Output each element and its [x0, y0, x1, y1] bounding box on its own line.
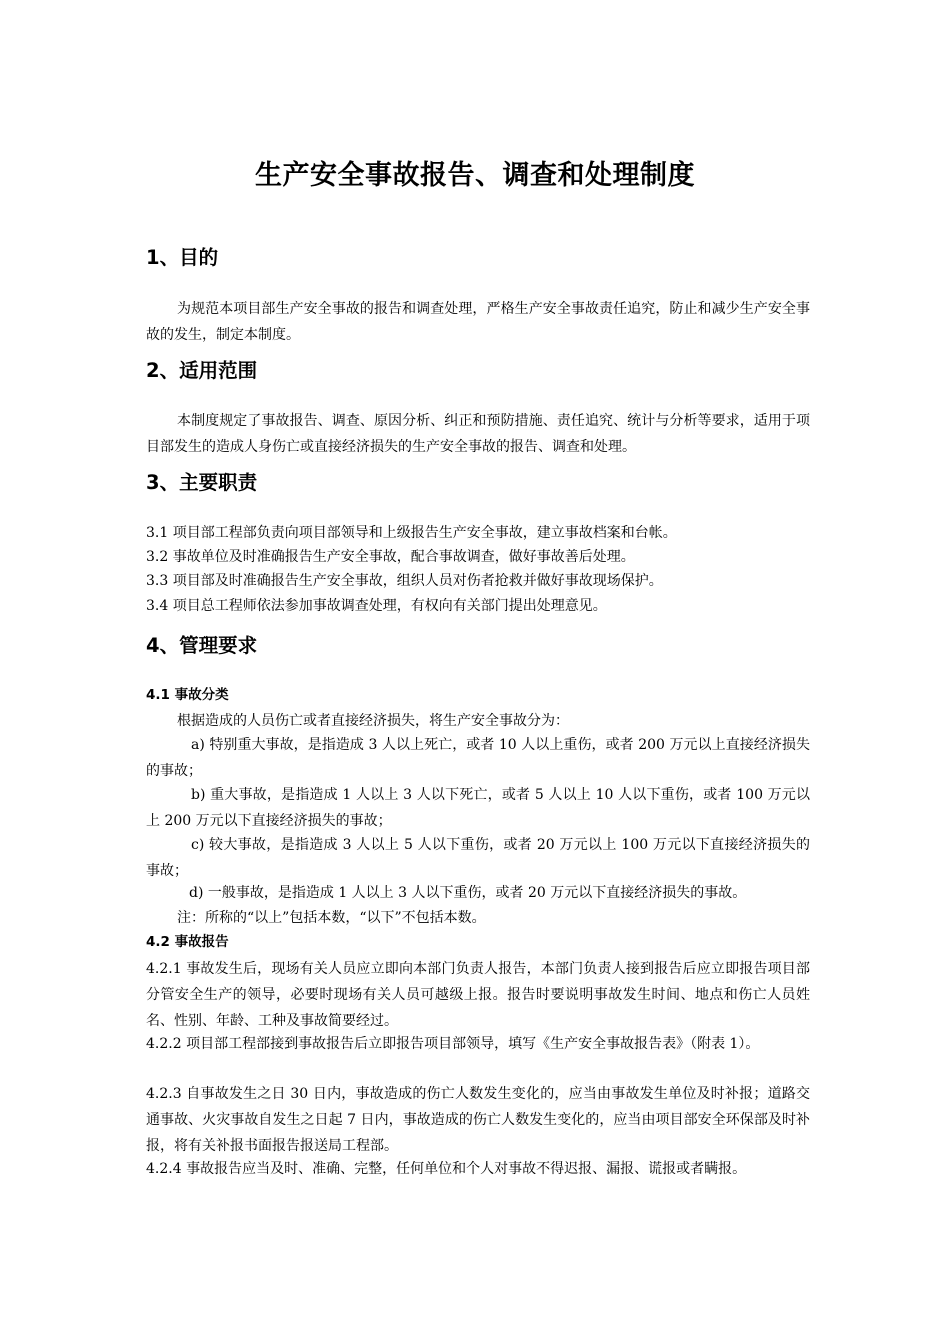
section-2-heading: 2、适用范围 [146, 359, 258, 382]
list-item: 3.1 项目部工程部负责向项目部领导和上级报告生产安全事故，建立事故档案和台帐。 [146, 525, 677, 541]
list-item: 3.2 事故单位及时准确报告生产安全事故，配合事故调查，做好事故善后处理。 [146, 549, 635, 565]
section-4-heading: 4、管理要求 [146, 634, 258, 657]
report-paragraph-4: 4.2.4 事故报告应当及时、准确、完整，任何单位和个人对事故不得迟报、漏报、谎报或者瞒报。 [146, 1161, 747, 1177]
classification-intro: 根据造成的人员伤亡或者直接经济损失，将生产安全事故分为： [177, 713, 569, 729]
subsection-4-1-heading: 4.1 事故分类 [146, 687, 229, 703]
classification-note: 注：所称的“以上”包括本数，“以下”不包括本数。 [177, 910, 486, 926]
report-paragraph-3: 4.2.3 自事故发生之日 30 日内，事故造成的伤亡人数发生变化的，应当由事故发生单位及时补报；道路交通事故、火灾事故自发生之日起 7 日内，事故造成的伤亡人数发生变化的，应当由项目部安全环保部及时补报，将有关补报书面报告报送局工程部。 [146, 1086, 810, 1154]
report-paragraph-2: 4.2.2 项目部工程部接到事故报告后立即报告项目部领导，填写《生产安全事故报告表》（附表 1）。 [146, 1036, 760, 1052]
list-item: 3.4 项目总工程师依法参加事故调查处理，有权向有关部门提出处理意见。 [146, 598, 607, 614]
report-paragraph-1: 4.2.1 事故发生后，现场有关人员应立即向本部门负责人报告，本部门负责人接到报告后应立即报告项目部分管安全生产的领导，必要时现场有关人员可越级上报。报告时要说明事故发生时间、地点和伤亡人员姓名、性别、年龄、工种及事故简要经过。 [146, 961, 810, 1029]
subsection-4-2-heading: 4.2 事故报告 [146, 934, 229, 950]
section-1-body: 为规范本项目部生产安全事故的报告和调查处理，严格生产安全事故责任追究，防止和减少生产安全事故的发生，制定本制度。 [146, 301, 810, 343]
list-item: 3.3 项目部及时准确报告生产安全事故，组织人员对伤者抢救并做好事故现场保护。 [146, 573, 663, 589]
section-1-heading: 1、目的 [146, 246, 219, 269]
classification-c: c) 较大事故，是指造成 3 人以上 5 人以下重伤，或者 20 万元以上 100 万元以下直接经济损失的事故； [146, 837, 810, 879]
section-3-heading: 3、主要职责 [146, 471, 258, 494]
section-2-body: 本制度规定了事故报告、调查、原因分析、纠正和预防措施、责任追究、统计与分析等要求，适用于项目部发生的造成人身伤亡或直接经济损失的生产安全事故的报告、调查和处理。 [146, 413, 810, 455]
classification-d: d) 一般事故，是指造成 1 人以上 3 人以下重伤，或者 20 万元以下直接经济损失的事故。 [189, 885, 747, 901]
page-title: 生产安全事故报告、调查和处理制度 [255, 160, 695, 191]
classification-a: a) 特别重大事故，是指造成 3 人以上死亡，或者 10 人以上重伤，或者 200 万元以上直接经济损失的事故； [146, 737, 810, 779]
classification-b: b) 重大事故，是指造成 1 人以上 3 人以下死亡，或者 5 人以上 10 人以下重伤，或者 100 万元以上 200 万元以下直接经济损失的事故； [146, 787, 810, 829]
